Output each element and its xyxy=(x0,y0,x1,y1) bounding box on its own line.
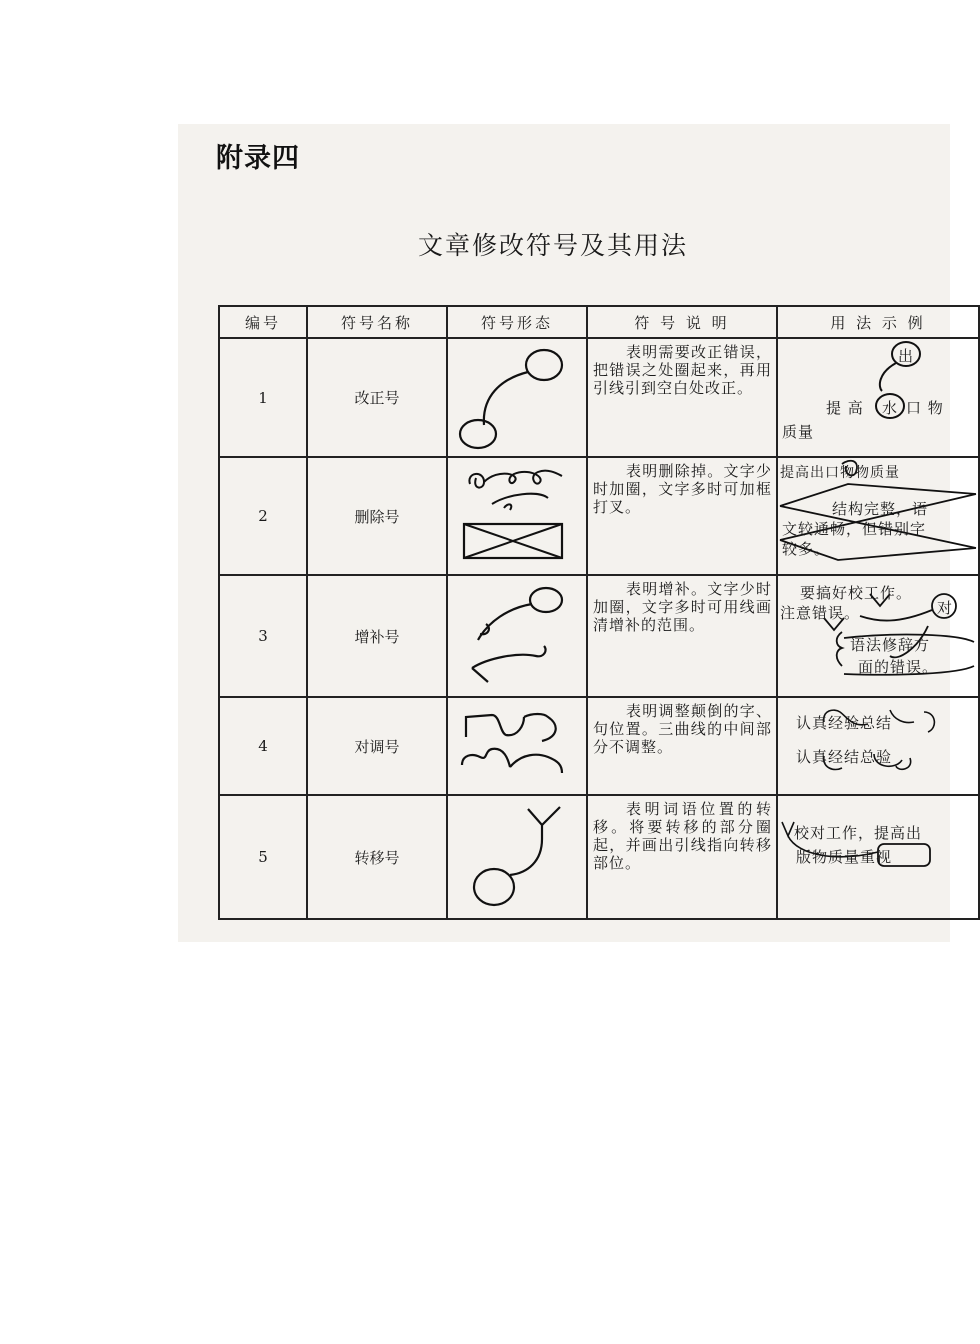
table-row xyxy=(219,338,979,457)
symbol-description: 表明调整颠倒的字、句位置。三曲线的中间部分不调整。 xyxy=(587,697,777,795)
example-line: 提 高 xyxy=(826,399,864,417)
symbol-description: 表明需要改正错误，把错误之处圈起来，再用引线引到空白处改正。 xyxy=(587,338,777,457)
example-line: 较多。 xyxy=(782,540,831,558)
example-line: 版物质量重视 xyxy=(796,848,893,866)
correction-text: 出 xyxy=(898,347,915,365)
table-header-row xyxy=(219,306,979,338)
header-example: 用 法 示 例 xyxy=(777,306,979,338)
deletion-symbol-shape xyxy=(447,457,587,575)
example-line: 要搞好校工作。 xyxy=(800,584,913,602)
swap-symbol-shape xyxy=(447,697,587,795)
symbol-name: 增补号 xyxy=(307,575,447,697)
example-line: 提高出口物物质量 xyxy=(780,465,900,481)
usage-example xyxy=(777,697,979,795)
example-line: 注意错误。 xyxy=(780,604,861,622)
example-line: 认真经验总结 xyxy=(796,714,893,732)
insertion-text: 对 xyxy=(937,599,954,617)
symbols-table xyxy=(218,305,980,920)
header-shape: 符号形态 xyxy=(447,306,587,338)
symbol-description: 表明增补。文字少时加圈，文字多时可用线画清增补的范围。 xyxy=(587,575,777,697)
header-name: 符号名称 xyxy=(307,306,447,338)
insertion-symbol-shape xyxy=(447,575,587,697)
symbol-name: 改正号 xyxy=(307,338,447,457)
example-line: 认真经结总验 xyxy=(796,748,893,766)
transfer-symbol-shape xyxy=(447,795,587,919)
example-line: 文较通畅，但错别字 xyxy=(782,520,927,538)
symbol-name: 转移号 xyxy=(307,795,447,919)
correction-symbol-shape xyxy=(447,338,587,457)
page-title: 文章修改符号及其用法 xyxy=(418,231,689,260)
example-line: 面的错误。 xyxy=(858,658,939,676)
usage-example xyxy=(777,338,979,457)
header-description: 符 号 说 明 xyxy=(587,306,777,338)
row-number: 4 xyxy=(219,697,307,795)
example-line: 质量 xyxy=(782,423,815,441)
row-number: 3 xyxy=(219,575,307,697)
row-number: 1 xyxy=(219,338,307,457)
scanned-page xyxy=(178,124,954,942)
symbol-name: 删除号 xyxy=(307,457,447,575)
example-line: 校对工作，提高出 xyxy=(794,824,923,842)
row-number: 2 xyxy=(219,457,307,575)
symbol-name: 对调号 xyxy=(307,697,447,795)
symbol-description: 表明词语位置的转移。将要转移的部分圈起，并画出引线指向转移部位。 xyxy=(587,795,777,919)
example-line: 口 物 xyxy=(906,399,944,417)
example-line: 语法修辞方 xyxy=(850,636,931,654)
circled-error: 水 xyxy=(882,399,899,417)
usage-example xyxy=(777,457,979,575)
usage-example xyxy=(777,575,979,697)
table-row xyxy=(219,457,979,575)
symbol-description: 表明删除掉。文字少时加圈，文字多时可加框打叉。 xyxy=(587,457,777,575)
table-row xyxy=(219,697,979,795)
row-number: 5 xyxy=(219,795,307,919)
usage-example xyxy=(777,795,979,919)
header-number: 编号 xyxy=(219,306,307,338)
table-row xyxy=(219,575,979,697)
table-row xyxy=(219,795,979,919)
appendix-label: 附录四 xyxy=(216,143,300,174)
example-line: 结构完整，语 xyxy=(832,500,929,518)
